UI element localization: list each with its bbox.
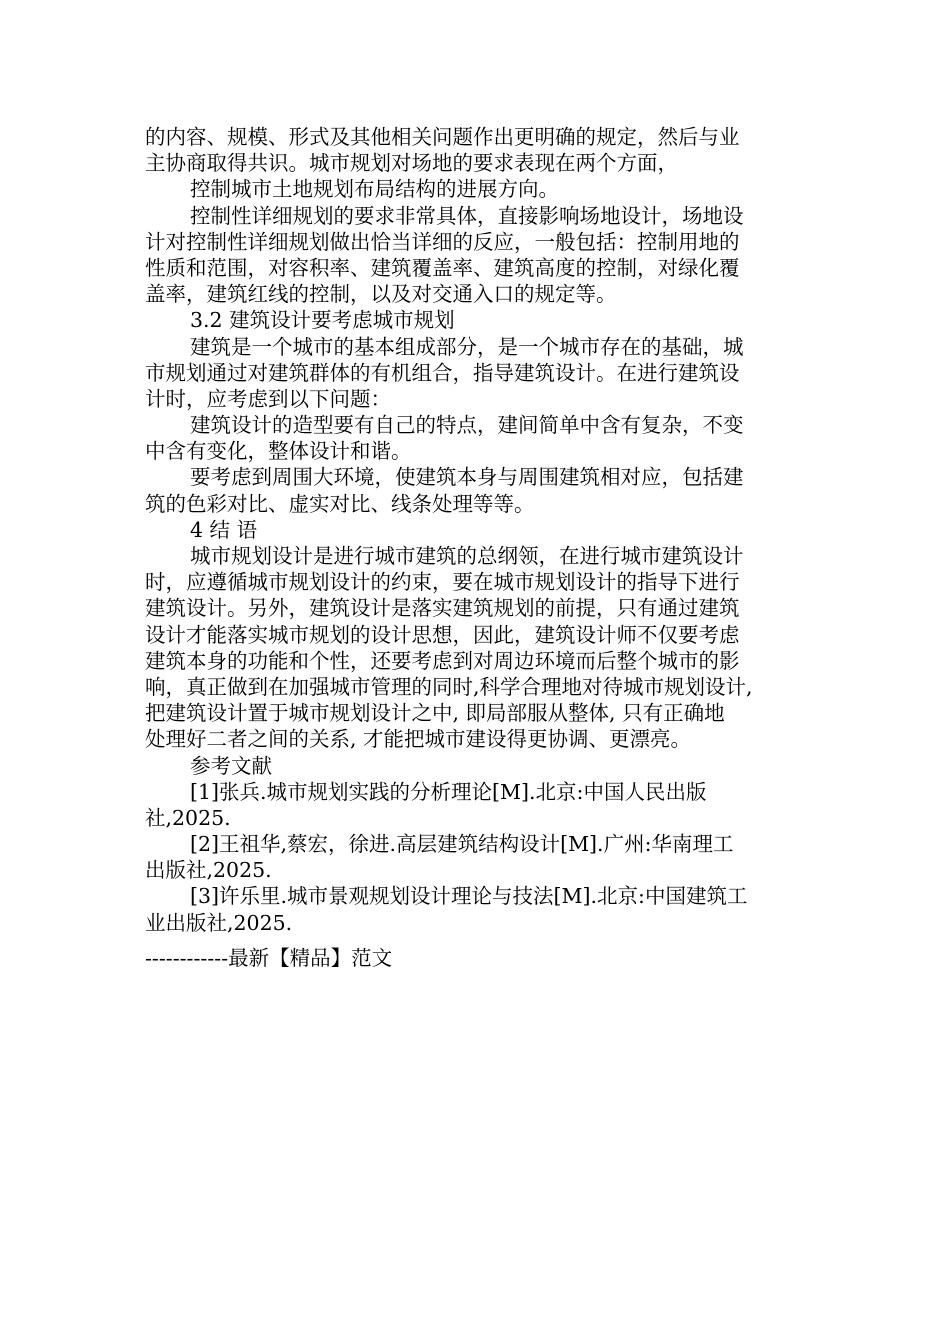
text-line: 市规划通过对建筑群体的有机组合，指导建筑设计。在进行建筑设: [145, 360, 740, 385]
text-line: 的内容、规模、形式及其他相关问题作出更明确的规定，然后与业: [145, 125, 740, 149]
reference-item-continuation: 社,2025.: [145, 805, 231, 830]
text-line: 设计才能落实城市规划的设计思想，因此，建筑设计师不仅要考虑: [145, 622, 740, 647]
text-line: 主协商取得共识。城市规划对场地的要求表现在两个方面，: [145, 151, 678, 176]
text-line: 性质和范围，对容积率、建筑覆盖率、建筑高度的控制，对绿化覆: [145, 255, 740, 280]
document-body: [145, 124, 810, 936]
text-line: 筑的色彩对比、虚实对比、线条处理等等。: [145, 491, 535, 516]
reference-item: [2]王祖华,蔡宏，徐进.高层建筑结构设计[M].广州:华南理工: [190, 832, 734, 857]
text-line: 盖率，建筑红线的控制，以及对交通入口的规定等。: [145, 282, 617, 307]
page-footer: ------------最新【精品】范文: [145, 946, 393, 970]
reference-item: [3]许乐里.城市景观规划设计理论与技法[M].北京:中国建筑工: [190, 884, 748, 909]
text-line: 计时，应考虑到以下问题：: [145, 386, 391, 411]
text-line: 响，真正做到在加强城市管理的同时,科学合理地对待城市规划设计,: [145, 674, 753, 699]
section-heading: 3.2 建筑设计要考虑城市规划: [190, 308, 455, 333]
text-line: 时，应遵循城市规划设计的约束，要在城市规划设计的指导下进行: [145, 570, 740, 595]
reference-item: [1]张兵.城市规划实践的分析理论[M].北京:中国人民出版: [190, 779, 707, 804]
text-line: 控制城市土地规划布局结构的进展方向。: [190, 177, 559, 202]
text-line: 建筑设计的造型要有自己的特点，建间简单中含有复杂，不变: [190, 413, 744, 438]
text-line: 计对控制性详细规划做出恰当详细的反应，一般包括：控制用地的: [145, 229, 740, 254]
text-line: 中含有变化，整体设计和谐。: [145, 439, 412, 464]
text-line: 控制性详细规划的要求非常具体，直接影响场地设计，场地设: [190, 203, 744, 228]
reference-item-continuation: 业出版社,2025.: [145, 910, 293, 935]
reference-item-continuation: 出版社,2025.: [145, 858, 272, 883]
text-line: 建筑本身的功能和个性，还要考虑到对周边环境而后整个城市的影: [145, 648, 740, 673]
text-line: 要考虑到周围大环境，使建筑本身与周围建筑相对应，包括建: [190, 465, 744, 490]
text-line: 建筑设计。另外，建筑设计是落实建筑规划的前提，只有通过建筑: [145, 596, 740, 621]
references-heading: 参考文献: [190, 753, 272, 778]
text-line: 建筑是一个城市的基本组成部分，是一个城市存在的基础，城: [190, 334, 744, 359]
section-heading: 4 结 语: [190, 517, 258, 542]
text-line: 把建筑设计置于城市规划设计之中, 即局部服从整体, 只有正确地: [145, 701, 725, 726]
text-line: 城市规划设计是进行城市建筑的总纲领，在进行城市建筑设计: [190, 544, 744, 568]
text-line: 处理好二者之间的关系, 才能把城市建设得更协调、更漂亮。: [145, 727, 692, 752]
